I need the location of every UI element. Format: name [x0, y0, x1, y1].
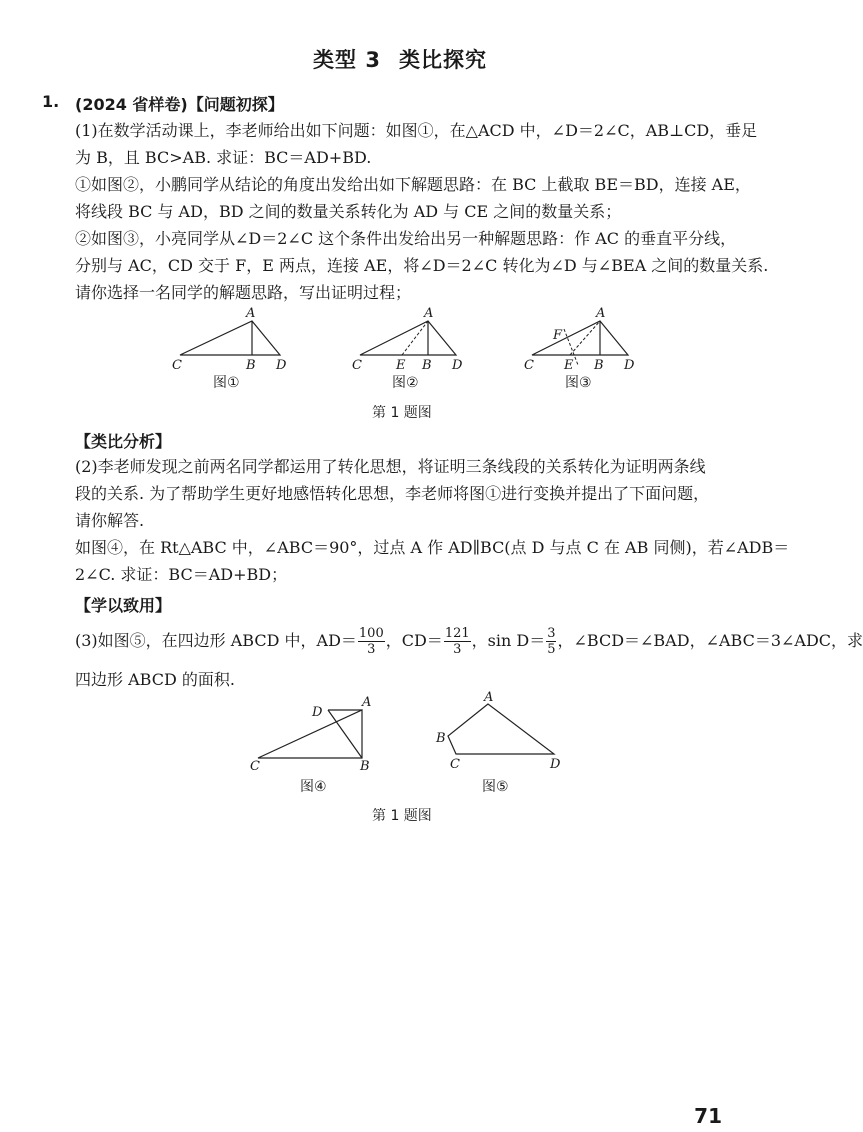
fig3-label-e: E: [564, 358, 574, 373]
section-analogy-analysis: 【类比分析】: [75, 432, 172, 451]
fig4-label-b: B: [360, 759, 370, 774]
fig4-label-d: D: [312, 705, 323, 720]
figures-row-2: [240, 690, 580, 780]
p2-line1: ①如图②，小鹏同学从结论的角度出发给出如下解题思路：在 BC 上截取 BE＝BD，连接 AE，: [75, 175, 751, 194]
figure-3: [524, 306, 635, 373]
fig2-label-d: D: [452, 358, 463, 373]
fig3-label-d: D: [624, 358, 635, 373]
fig4-caption: 图④: [300, 779, 327, 795]
p5-line2: 2∠C. 求证：BC＝AD+BD；: [75, 565, 288, 584]
fig2-label-e: E: [396, 358, 406, 373]
p3-line1: ②如图③，小亮同学从∠D＝2∠C 这个条件出发给出另一种解题思路：作 AC 的垂直平分线，: [75, 229, 737, 248]
p3-line2: 分别与 AC，CD 交于 F，E 两点，连接 AE，将∠D＝2∠C 转化为∠D 与∠BEA 之间的数量关系.: [75, 256, 769, 275]
question-number: 1.: [42, 92, 60, 111]
fraction-ad: $\frac{100}{3}$: [358, 626, 384, 657]
fig2-label-b: B: [422, 358, 432, 373]
section-apply: 【学以致用】: [75, 596, 172, 615]
fig1-caption: 图①: [213, 375, 240, 391]
p6-line2: 四边形 ABCD 的面积.: [75, 670, 235, 689]
p1-line1: (1)在数学活动课上，李老师给出如下问题：如图①，在△ACD 中，∠D＝2∠C，AB⊥CD，垂足: [75, 121, 758, 140]
fig5-label-b: B: [436, 731, 446, 746]
page-number: 71: [694, 1104, 722, 1128]
figure-4: [250, 695, 371, 774]
fig5-label-a: A: [484, 690, 494, 705]
p4-line2: 段的关系. 为了帮助学生更好地感悟转化思想，李老师将图①进行变换并提出了下面问题，: [75, 484, 710, 503]
p1-line2: 为 B，且 BC>AB. 求证：BC＝AD+BD.: [75, 148, 372, 167]
fig5-label-d: D: [550, 757, 561, 772]
page-title: 类型 3 类比探究: [313, 48, 487, 72]
p6-line1: (3)如图⑤，在四边形 ABCD 中，AD＝ $\frac{100}{3}$ ，CD＝ $\frac{121}{3}$ ，sin D＝ $\frac{3}{5}$ ，∠BCD＝∠BAD，∠ABC＝3∠ADC，求: [75, 626, 863, 657]
fig1-label-a: A: [246, 306, 256, 321]
figures-row-1: [160, 305, 640, 380]
fig2-label-a: A: [424, 306, 434, 321]
figure-5: [435, 690, 561, 772]
figure-1: [172, 306, 287, 373]
fig3-caption: 图③: [565, 375, 592, 391]
fraction-sin: $\frac{3}{5}$: [547, 626, 556, 657]
p3-line3: 请你选择一名同学的解题思路，写出证明过程；: [75, 283, 412, 302]
fig1-label-d: D: [276, 358, 287, 373]
fraction-cd: $\frac{121}{3}$: [444, 626, 470, 657]
figure-group-caption-1: 第 1 题图: [372, 405, 432, 421]
p4-line3: 请你解答.: [75, 511, 145, 530]
fig4-label-a: A: [362, 695, 372, 710]
fig1-label-c: C: [172, 358, 182, 373]
fig2-caption: 图②: [392, 375, 419, 391]
figure-group-caption-2: 第 1 题图: [372, 808, 432, 824]
question-header: (2024 省样卷)【问题初探】: [75, 95, 284, 114]
fig3-label-b: B: [594, 358, 604, 373]
p4-line1: (2)李老师发现之前两名同学都运用了转化思想，将证明三条线段的关系转化为证明两条线: [75, 457, 706, 476]
fig4-label-c: C: [250, 759, 260, 774]
fig3-label-c: C: [524, 358, 534, 373]
figure-2: [352, 306, 463, 373]
p2-line2: 将线段 BC 与 AD，BD 之间的数量关系转化为 AD 与 CE 之间的数量关系；: [75, 202, 622, 221]
fig3-label-a: A: [596, 306, 606, 321]
fig5-label-c: C: [450, 757, 460, 772]
p5-line1: 如图④，在 Rt△ABC 中，∠ABC＝90°，过点 A 作 AD∥BC(点 D 与点 C 在 AB 同侧)，若∠ADB＝: [75, 538, 790, 557]
fig1-label-b: B: [246, 358, 256, 373]
fig2-label-c: C: [352, 358, 362, 373]
fig5-caption: 图⑤: [482, 779, 509, 795]
fig3-label-f: F: [553, 328, 563, 343]
